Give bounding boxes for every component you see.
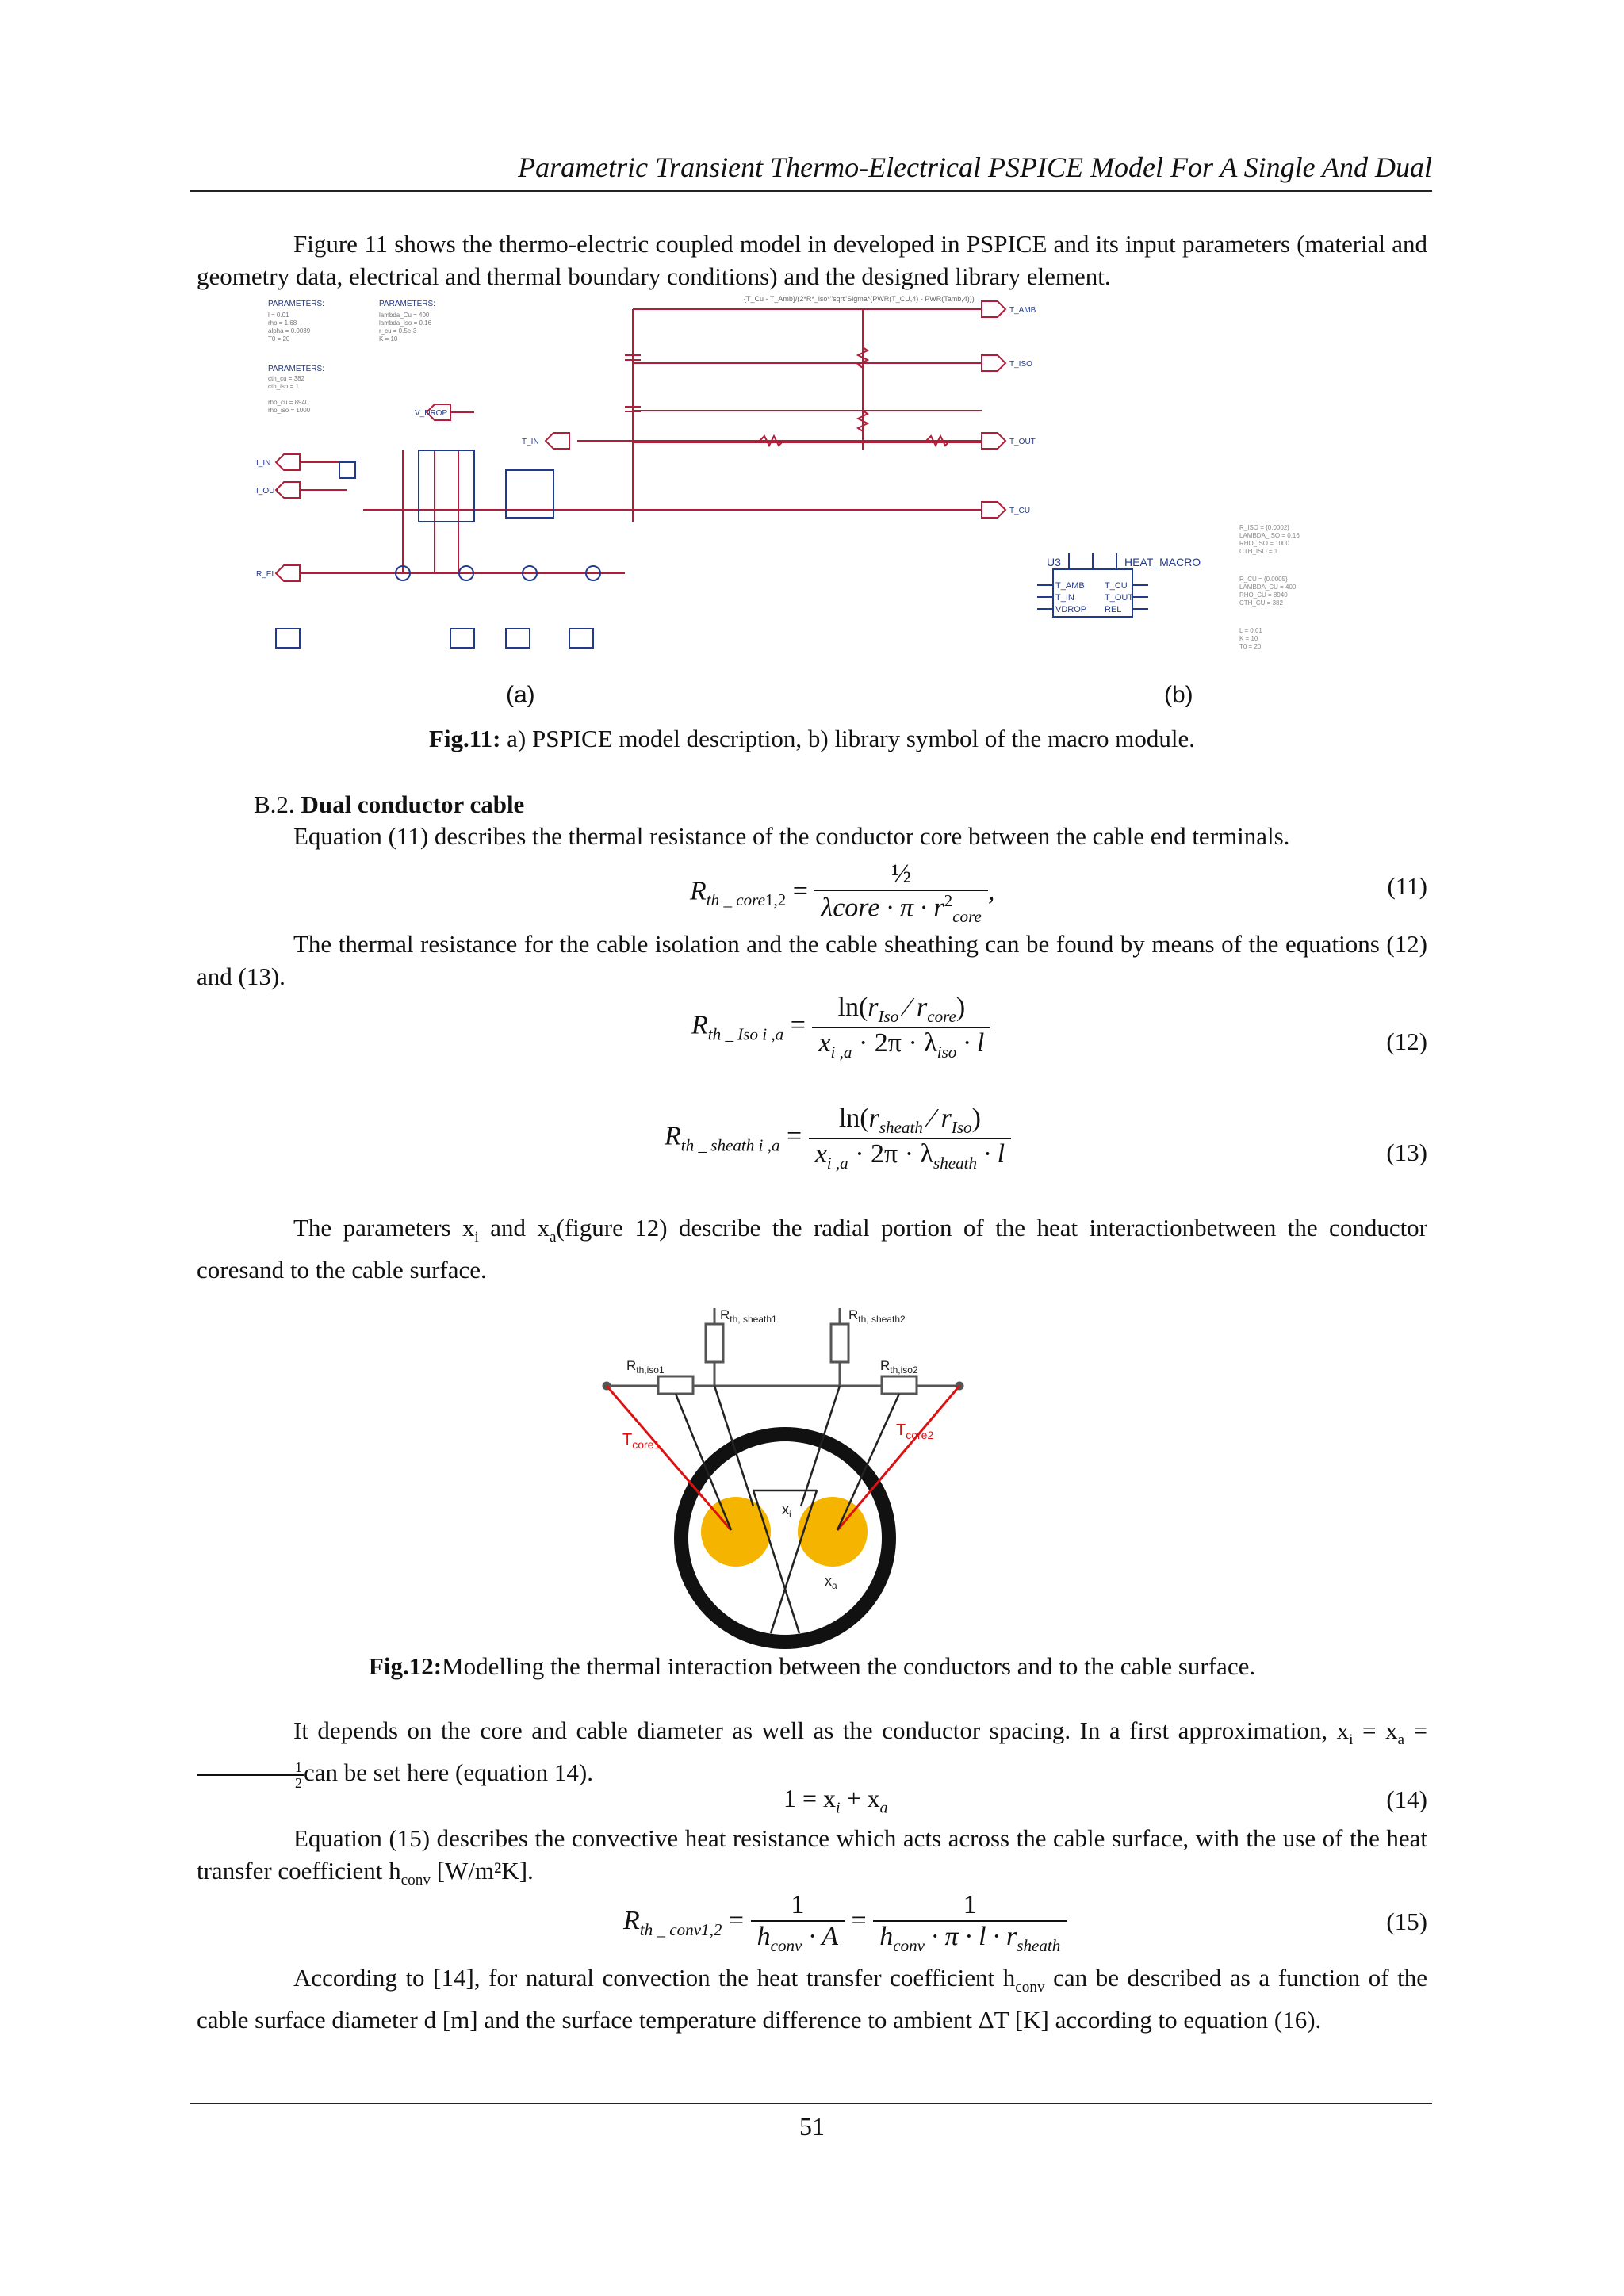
footer-rule [190, 2103, 1432, 2104]
svg-text:Rth,iso1: $R_{th,iso1}$ [626, 1358, 665, 1376]
figure-12-caption: Fig.12:Modelling the thermal interaction between the conductors and to the cable surface. [368, 1652, 1256, 1680]
running-header: Parametric Transient Thermo-Electrical PSPICE Model For A Single And Dual [518, 151, 1432, 183]
eq11-number: (11) [1387, 872, 1427, 900]
equation-12: $R_{th \_ Iso i ,a}$ = $\frac{\ln(r_{Iso} ⁄ r_{core})}{x_{i ,a} \cdot 2\pi \cdot \lambda_{iso} \cdot l}$ [691, 993, 990, 1062]
svg-text:I_IN: I_IN [256, 459, 271, 468]
svg-text:K = 10: K = 10 [379, 335, 398, 342]
svg-text:lambda_Iso = 0.16: lambda_Iso = 0.16 [379, 320, 432, 327]
eq13-number: (13) [1386, 1138, 1427, 1166]
svg-text:CTH_CU = 382: CTH_CU = 382 [1239, 599, 1283, 607]
svg-text:cth_iso = 1: cth_iso = 1 [268, 383, 299, 390]
approximation-paragraph: It depends on the core and cable diameter as well as the conductor spacing. In a first approximation, $x_i = x_a$ = $\frac{1}{2}$ can be set here (equation 14). [197, 1714, 1427, 1790]
svg-text:T_CU: T_CU [1009, 507, 1031, 515]
svg-text:T_ISO: T_ISO [1009, 360, 1032, 369]
svg-text:alpha = 0.0039: alpha = 0.0039 [268, 327, 311, 335]
svg-text:Rth, sheath2: $R_{th, sheath2}$ [848, 1307, 906, 1325]
svg-text:cth_cu = 382: cth_cu = 382 [268, 375, 305, 382]
eq12-intro: The thermal resistance for the cable isolation and the cable sheathing can be found by means of the equations (12) and (13). [197, 930, 1427, 990]
svg-text:rho = 1.68: rho = 1.68 [268, 320, 297, 327]
svg-text:LAMBDA_ISO = 0.16: LAMBDA_ISO = 0.16 [1239, 532, 1300, 539]
figure-11-caption: Fig.11: a) PSPICE model description, b) library symbol of the macro module. [428, 725, 1196, 752]
svg-text:{T_Cu - T_Amb}/(2*R*_iso*"sqrt: {T_Cu - T_Amb}/(2*R*_iso*"sqrt"Sigma*(PWR(T_CU,4) - PWR(Tamb,4))) [744, 295, 975, 303]
pspice-schematic [252, 292, 1378, 709]
svg-text:HEAT_MACRO: HEAT_MACRO [1124, 556, 1201, 568]
svg-text:RHO_ISO = 1000: RHO_ISO = 1000 [1239, 540, 1289, 547]
svg-text:Tcore1: $T_{core1}$ [622, 1431, 661, 1451]
svg-text:REL: REL [1105, 605, 1122, 614]
parameters-paragraph: The parameters $x_i$ and $x_a(figure$ 12) describe the radial portion of the heat interactionbetween the conductor coresand to the cable surface. [197, 1214, 1428, 1284]
svg-text:T_IN: T_IN [522, 438, 539, 446]
svg-text:rho_cu = 8940: rho_cu = 8940 [268, 399, 309, 406]
svg-text:LAMBDA_CU = 400: LAMBDA_CU = 400 [1239, 584, 1297, 591]
svg-text:K = 10: K = 10 [1239, 635, 1258, 642]
equation-11: $R_{th \_ core1,2}$ = $\frac{\text{½}}{\lambda core \cdot \pi \cdot r^2_{core}}$ , [690, 859, 995, 927]
intro-paragraph: Figure 11 shows the thermo-electric coupled model in developed in PSPICE and its input parameters (material and geometry data, electrical and thermal boundary conditions) and the designed library element. [197, 230, 1427, 290]
svg-text:T0 = 20: T0 = 20 [268, 335, 290, 342]
svg-text:T_CU: T_CU [1105, 581, 1128, 591]
svg-text:L = 0.01: L = 0.01 [1239, 627, 1262, 634]
svg-text:T_OUT: T_OUT [1009, 438, 1036, 446]
svg-text:PARAMETERS:: PARAMETERS: [268, 300, 324, 308]
section-heading: B.2. Dual conductor cable [254, 790, 525, 818]
eq11-intro: Equation (11) describes the thermal resistance of the conductor core between the cable end terminals. [293, 822, 1290, 850]
eq12-number: (12) [1386, 1027, 1427, 1055]
svg-text:T_AMB: T_AMB [1055, 581, 1085, 591]
svg-text:T0 = 20: T0 = 20 [1239, 643, 1262, 650]
panel-a-label: (a) [506, 682, 535, 708]
svg-text:PARAMETERS:: PARAMETERS: [379, 300, 435, 308]
svg-text:T_OUT: T_OUT [1105, 593, 1134, 603]
svg-text:lambda_Cu = 400: lambda_Cu = 400 [379, 312, 430, 319]
svg-text:xi: $x_i$ [782, 1502, 791, 1520]
svg-text:l = 0.01: l = 0.01 [268, 312, 289, 319]
convection-paragraph: Equation (15) describes the convective heat resistance which acts across the cable surface, with the use of the heat transfer coefficient $h_{conv}$ [W/m²K]. [197, 1824, 1427, 1889]
svg-text:V_DROP: V_DROP [415, 409, 448, 418]
svg-text:RHO_CU = 8940: RHO_CU = 8940 [1239, 591, 1288, 599]
page-number: 51 [799, 2112, 825, 2141]
svg-text:rho_iso = 1000: rho_iso = 1000 [268, 407, 311, 414]
equation-13: $R_{th \_ sheath i ,a}$ = $\frac{\ln(r_{sheath} ⁄ r_{Iso})}{x_{i ,a} \cdot 2\pi \cdot \lambda_{sheath} \cdot l}$ [665, 1104, 1011, 1173]
svg-text:R_ISO = {0.0002}: R_ISO = {0.0002} [1239, 524, 1289, 531]
cable-cross-section [595, 1300, 975, 1649]
eq14-number: (14) [1386, 1785, 1427, 1813]
eq15-number: (15) [1386, 1908, 1427, 1935]
svg-text:T_AMB: T_AMB [1009, 306, 1036, 315]
figure-11 [252, 292, 1378, 709]
svg-text:I_OUT: I_OUT [256, 487, 280, 496]
svg-text:CTH_ISO = 1: CTH_ISO = 1 [1239, 548, 1278, 555]
svg-text:Rth,iso2: $R_{th,iso2}$ [880, 1358, 918, 1376]
svg-text:T_IN: T_IN [1055, 593, 1074, 603]
svg-text:PARAMETERS:: PARAMETERS: [268, 365, 324, 373]
figure-12 [595, 1300, 975, 1649]
svg-text:Tcore2: $T_{core2}$ [896, 1422, 934, 1441]
svg-text:R_EL: R_EL [256, 570, 277, 579]
svg-text:VDROP: VDROP [1055, 605, 1087, 614]
svg-text:U3: U3 [1047, 556, 1061, 568]
panel-b-label: (b) [1164, 682, 1193, 708]
svg-text:Rth, sheath1: $R_{th, sheath1}$ [720, 1307, 777, 1325]
svg-text:r_cu = 0.5e-3: r_cu = 0.5e-3 [379, 327, 417, 335]
equation-14: $1 = x_i + x_a$ [783, 1784, 888, 1817]
natural-convection-paragraph: According to [14], for natural convection the heat transfer coefficient $h_{conv}$ can be described as a function of the cable surface diameter d [m] and the surface temperature difference to ambient ΔT [K] according to equation (16). [197, 1964, 1427, 2034]
svg-text:xa: $x_a$ [825, 1573, 837, 1591]
header-rule [190, 190, 1432, 192]
equation-15: $R_{th \_ conv1,2}$ = $\frac{1}{h_{conv} \cdot A}$ = $\frac{1}{h_{conv} \cdot \pi \cdot l \cdot r_{sheath}}$ [623, 1890, 1067, 1956]
svg-text:R_CU = {0.0005}: R_CU = {0.0005} [1239, 576, 1288, 583]
